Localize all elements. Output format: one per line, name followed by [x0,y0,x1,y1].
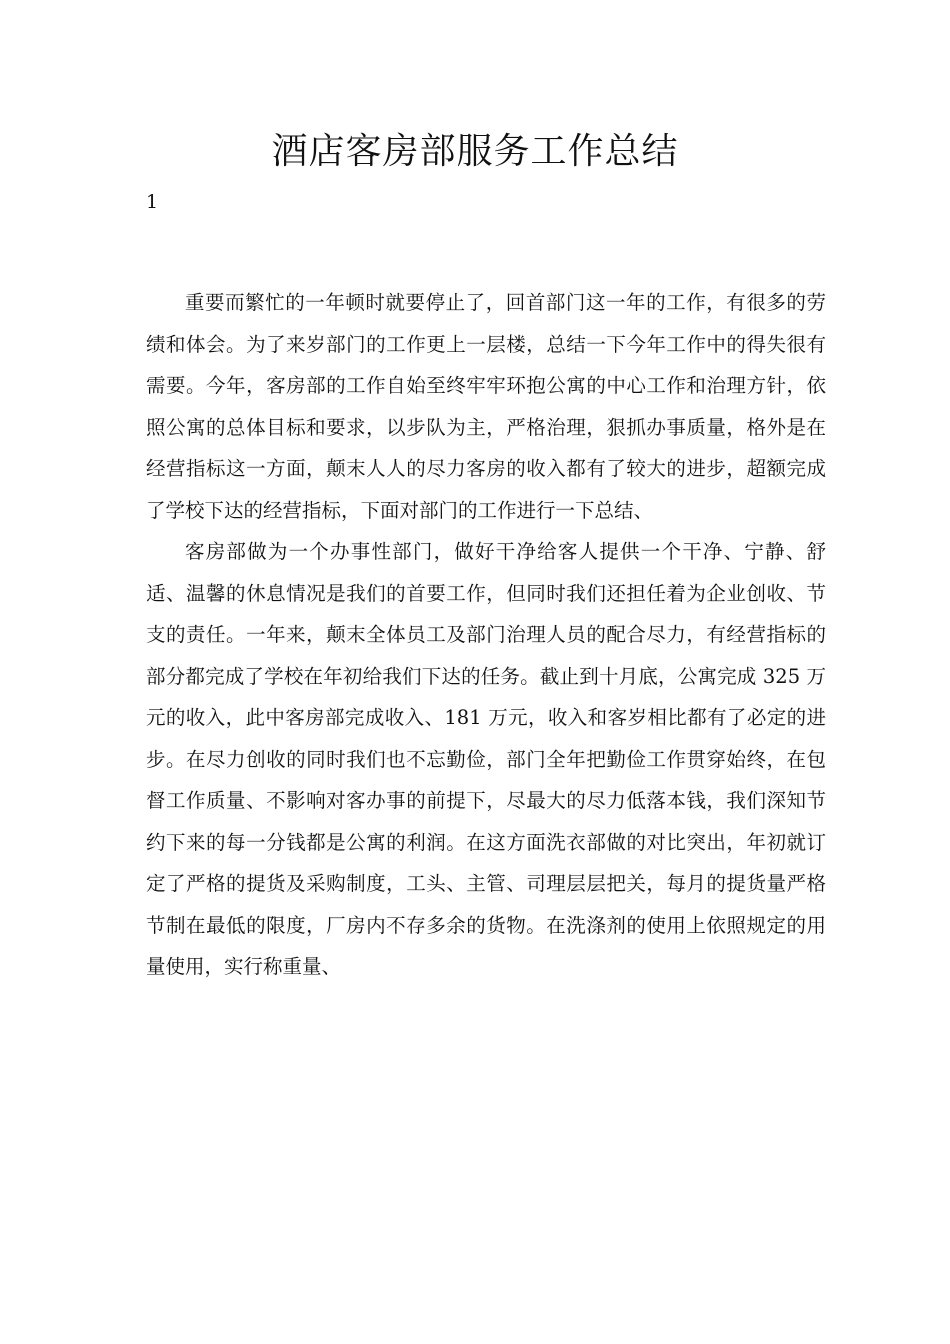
paragraph: 重要而繁忙的一年顿时就要停止了，回首部门这一年的工作，有很多的劳绩和体会。为了来岁部门的工作更上一层楼，总结一下今年工作中的得失很有需要。今年，客房部的工作自始至终牢牢环抱公寓的中心工作和治理方针，依照公寓的总体目标和要求，以步队为主，严格治理，狠抓办事质量，格外是在经营指标这一方面，颠末人人的尽力客房的收入都有了较大的进步，超额完成了学校下达的经营指标，下面对部门的工作进行一下总结、 [146,291,826,522]
document-body [146,282,826,988]
page-number: 1 [146,191,159,213]
paragraph: 客房部做为一个办事性部门，做好干净给客人提供一个干净、宁静、舒适、温馨的休息情况是我们的首要工作，但同时我们还担任着为企业创收、节支的责任。一年来，颠末全体员工及部门治理人员的配合尽力，有经营指标的部分都完成了学校在年初给我们下达的任务。截止到十月底，公寓完成 325 万元的收入，此中客房部完成收入、181 万元，收入和客岁相比都有了必定的进步。在尽力创收的同时我们也不忘勤俭，部门全年把勤俭工作贯穿始终，在包督工作质量、不影响对客办事的前提下，尽最大的尽力低落本钱，我们深知节约下来的每一分钱都是公寓的利润。在这方面洗衣部做的对比突出，年初就订定了严格的提货及采购制度，工头、主管、司理层层把关，每月的提货量严格节制在最低的限度，厂房内不存多余的货物。在洗涤剂的使用上依照规定的用量使用，实行称重量、 [146,540,826,978]
document-title: 酒店客房部服务工作总结 [271,131,679,172]
